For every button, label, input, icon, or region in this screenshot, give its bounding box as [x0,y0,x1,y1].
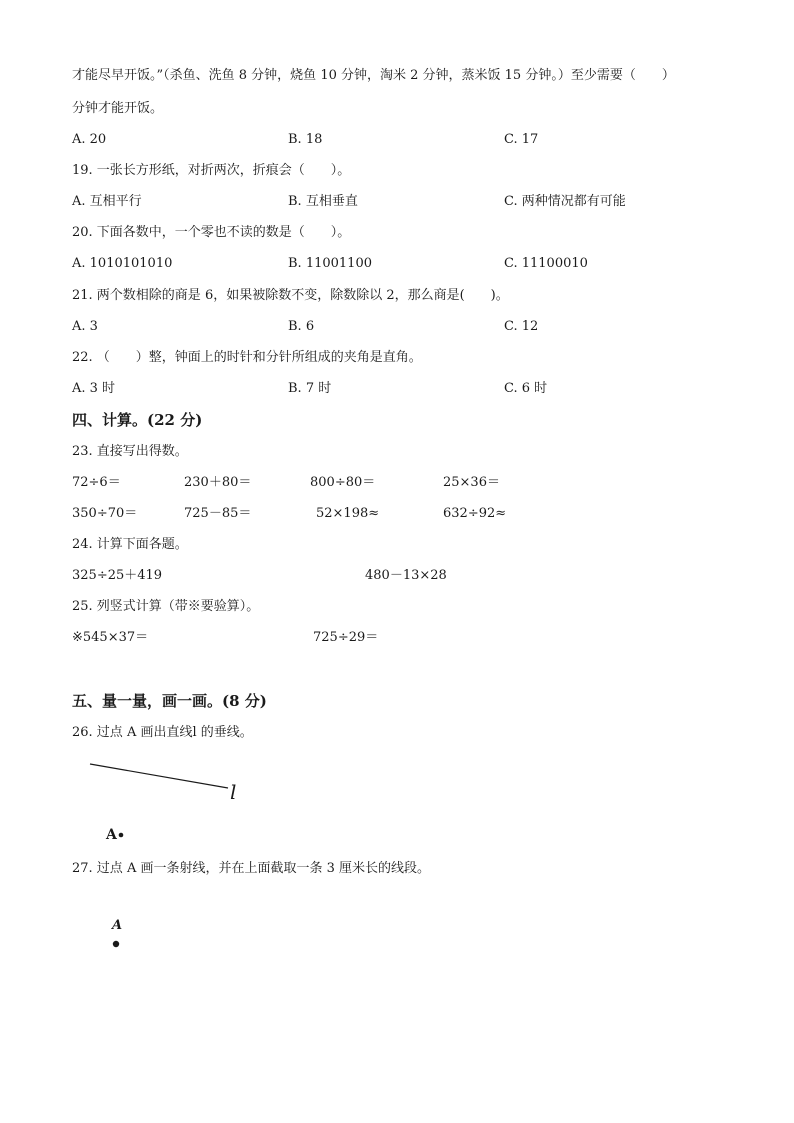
q18-option-b: B. 18 [288,132,323,147]
q22-text: 22. （ ）整，钟面上的时针和分针所组成的夹角是直角。 [72,350,422,365]
q23-item: 632÷92≈ [443,506,507,521]
q25-item: ※545×37＝ [72,630,149,645]
q20-option-a: A. 1010101010 [72,256,173,271]
q23-item: 230＋80＝ [184,475,252,490]
q23-item: 725－85＝ [184,506,252,521]
q24-text: 24. 计算下面各题。 [72,537,188,552]
line-l-label: l [230,780,237,804]
line-l [90,764,228,788]
q24-item: 325÷25＋419 [72,568,163,583]
q21-option-b: B. 6 [288,319,315,334]
section-5-title: 五、量一量，画一画。(8 分) [72,692,267,710]
q23-text: 23. 直接写出得数。 [72,444,188,459]
q19-option-a: A. 互相平行 [72,194,142,209]
q19-option-c: C. 两种情况都有可能 [504,194,626,209]
q20-option-c: C. 11100010 [504,256,588,271]
q23-item: 25×36＝ [443,475,500,490]
q27-point-a-dot [113,941,119,947]
q23-item: 72÷6＝ [72,475,121,490]
q22-option-a: A. 3 时 [72,381,116,396]
point-a-label: A [106,827,117,843]
q20-text: 20. 下面各数中，一个零也不读的数是（ ）。 [72,225,351,240]
section-4-title: 四、计算。(22 分) [72,411,203,429]
q26-text: 26. 过点 A 画出直线l 的垂线。 [72,725,253,740]
q25-text: 25. 列竖式计算（带※要验算）。 [72,599,260,614]
q21-text: 21. 两个数相除的商是 6，如果被除数不变，除数除以 2，那么商是( )。 [72,288,509,303]
q23-item: 800÷80＝ [310,475,376,490]
q18-text-line2: 分钟才能开饭。 [72,101,164,116]
q21-option-c: C. 12 [504,319,539,334]
q19-text: 19. 一张长方形纸，对折两次，折痕会（ ）。 [72,163,351,178]
point-a-dot [119,833,124,838]
q21-option-a: A. 3 [72,319,98,334]
q22-option-b: B. 7 时 [288,381,332,396]
q27-point-a-label: A [112,918,123,933]
q18-option-c: C. 17 [504,132,539,147]
q25-item: 725÷29＝ [313,630,379,645]
q20-option-b: B. 11001100 [288,256,372,271]
q19-option-b: B. 互相垂直 [288,194,358,209]
q23-item: 350÷70＝ [72,506,138,521]
q18-text-line1: 才能尽早开饭。”（杀鱼、洗鱼 8 分钟，烧鱼 10 分钟，淘米 2 分钟，蒸米饭 15 分钟。）至少需要（ ） [72,68,675,83]
q27-text: 27. 过点 A 画一条射线，并在上面截取一条 3 厘米长的线段。 [72,861,430,876]
q24-item: 480－13×28 [365,568,447,583]
q22-option-c: C. 6 时 [504,381,548,396]
q18-option-a: A. 20 [72,132,107,147]
q23-item: 52×198≈ [316,506,380,521]
